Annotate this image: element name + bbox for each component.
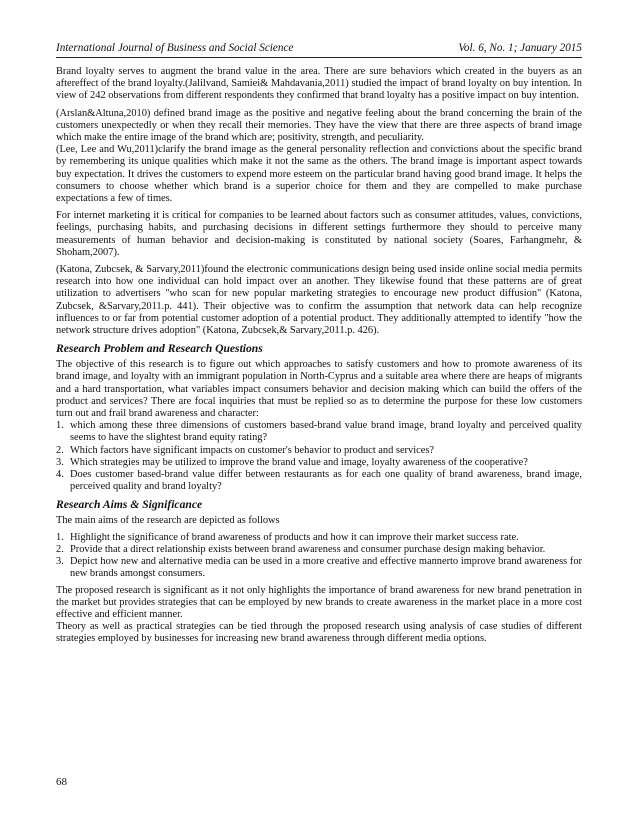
- running-header: [56, 42, 582, 58]
- article-body: [56, 66, 582, 651]
- paragraph: (Arslan&Altuna,2010) defined brand image as the positive and negative feeling about the brand concerning the brain of the customers unexpectedly or when they recall their memories. They have the view that there are three aspects of brand image which make the entire image of the brand which are; positivity, strength, and peculiarity.: [56, 107, 582, 144]
- list-item: [56, 420, 582, 444]
- list-text: which among these three dimensions of customers based-brand value brand image, brand loyalty and perceived quality seems to have the slightest brand equity rating?: [70, 420, 582, 444]
- list-text: Provide that a direct relationship exists between brand awareness and consumer purchase design making behavior.: [70, 543, 546, 555]
- list-number: 1.: [56, 420, 64, 432]
- list-text: Highlight the significance of brand awareness of products and how it can improve their market success rate.: [70, 531, 519, 543]
- list-item: [56, 544, 582, 556]
- paragraph: The objective of this research is to figure out which approaches to satisfy customers and how to promote awareness of its brand image, and loyalty with an immigrant population in North-Cyprus and a suitable area where there are heaps of migrants and a hard transportation, what variables impact consumers behavior and decision making which can build the offers of the product and services? There are focal inquiries that must be replied so as to determine the purpose for these low customers turn out and frail brand awareness and character:: [56, 359, 582, 420]
- list-number: 3.: [56, 456, 64, 468]
- paragraph: (Katona, Zubcsek, & Sarvary,2011)found the electronic communications design being used inside online social media permits research into how one individual can hold impact over an another. They likewise found that these patterns are of great utilization to advertisers "who scan for new popular marketing strategies to encourage new product diffusion" (Katona, Zubcsek, &Sarvary,2011.p. 441). Their objective was to confirm the assumption that network data can help recognize influences to or far from potential customer adoption of a potential product. They additionally attempted to identify "how the network structure drives adoption" (Katona, Zubcsek,& Sarvary,2011.p. 426).: [56, 264, 582, 337]
- list-item: [56, 556, 582, 580]
- journal-title: International Journal of Business and Social Science: [56, 42, 294, 54]
- research-questions-list: [56, 420, 582, 493]
- list-item: [56, 457, 582, 469]
- section-heading: Research Aims & Significance: [56, 497, 203, 511]
- list-number: 3.: [56, 556, 64, 568]
- paragraph: The main aims of the research are depicted as follows: [56, 514, 280, 526]
- list-number: 2.: [56, 543, 64, 555]
- paragraph: For internet marketing it is critical for companies to be learned about factors such as consumer attitudes, values, convictions, feelings, purchasing habits, and purchasing decisions in different settings furthermore they should to perceive many measurements of human behavior and decision-making is constituted by national society (Soares, Farhangmehr, & Shoham,2007).: [56, 210, 582, 258]
- list-text: Depict how new and alternative media can be used in a more creative and effective mannerto improve brand awareness for new brands amongst consumers.: [70, 556, 582, 580]
- list-item: [56, 469, 582, 493]
- paragraph: The proposed research is significant as it not only highlights the importance of brand awareness for new brand penetration in the market but provides strategies that can be employed by new brands to create awareness in the market place in a more cost effective and efficient manner.: [56, 584, 582, 620]
- paragraph: (Lee, Lee and Wu,2011)clarify the brand image as the general personality reflection and convictions about the specific brand by remembering its unique qualities which make it not the same as the others. The brand image is important aspect towards buy expectation. It drives the customers to expend more esteem on the particular brand having good brand image. It helps the consumers to choose whether which brand is a superior choice for them and they are compelled to make purchase expectations a few of times.: [56, 144, 582, 205]
- list-item: [56, 532, 582, 544]
- list-text: Does customer based-brand value differ between restaurants as for each one quality of brand awareness, brand image, perceived quality and brand loyalty?: [70, 469, 582, 493]
- paragraph: Theory as well as practical strategies can be tied through the proposed research using analysis of case studies of different strategies employed by businesses for increasing new brand awareness through different media options.: [56, 621, 582, 645]
- list-number: 4.: [56, 469, 64, 481]
- section-heading: Research Problem and Research Questions: [56, 342, 263, 356]
- list-number: 2.: [56, 444, 64, 456]
- list-text: Which factors have significant impacts on customer's behavior to product and services?: [70, 444, 434, 456]
- list-text: Which strategies may be utilized to improve the brand value and image, loyalty awareness of the cooperative?: [70, 456, 528, 468]
- list-number: 1.: [56, 531, 64, 543]
- issue-info: Vol. 6, No. 1; January 2015: [458, 42, 582, 54]
- page-number: 68: [56, 776, 67, 788]
- paragraph: Brand loyalty serves to augment the brand value in the area. There are sure behaviors which created in the buyers as an aftereffect of the brand loyalty.(Jalilvand, Samiei& Mahdavania,2011) studied the impact of brand loyalty on buy intention. In view of 242 observations from different respondents they confirmed that brand loyalty has a positive impact on buy intention.: [56, 66, 582, 102]
- research-aims-list: [56, 532, 582, 581]
- list-item: [56, 445, 582, 457]
